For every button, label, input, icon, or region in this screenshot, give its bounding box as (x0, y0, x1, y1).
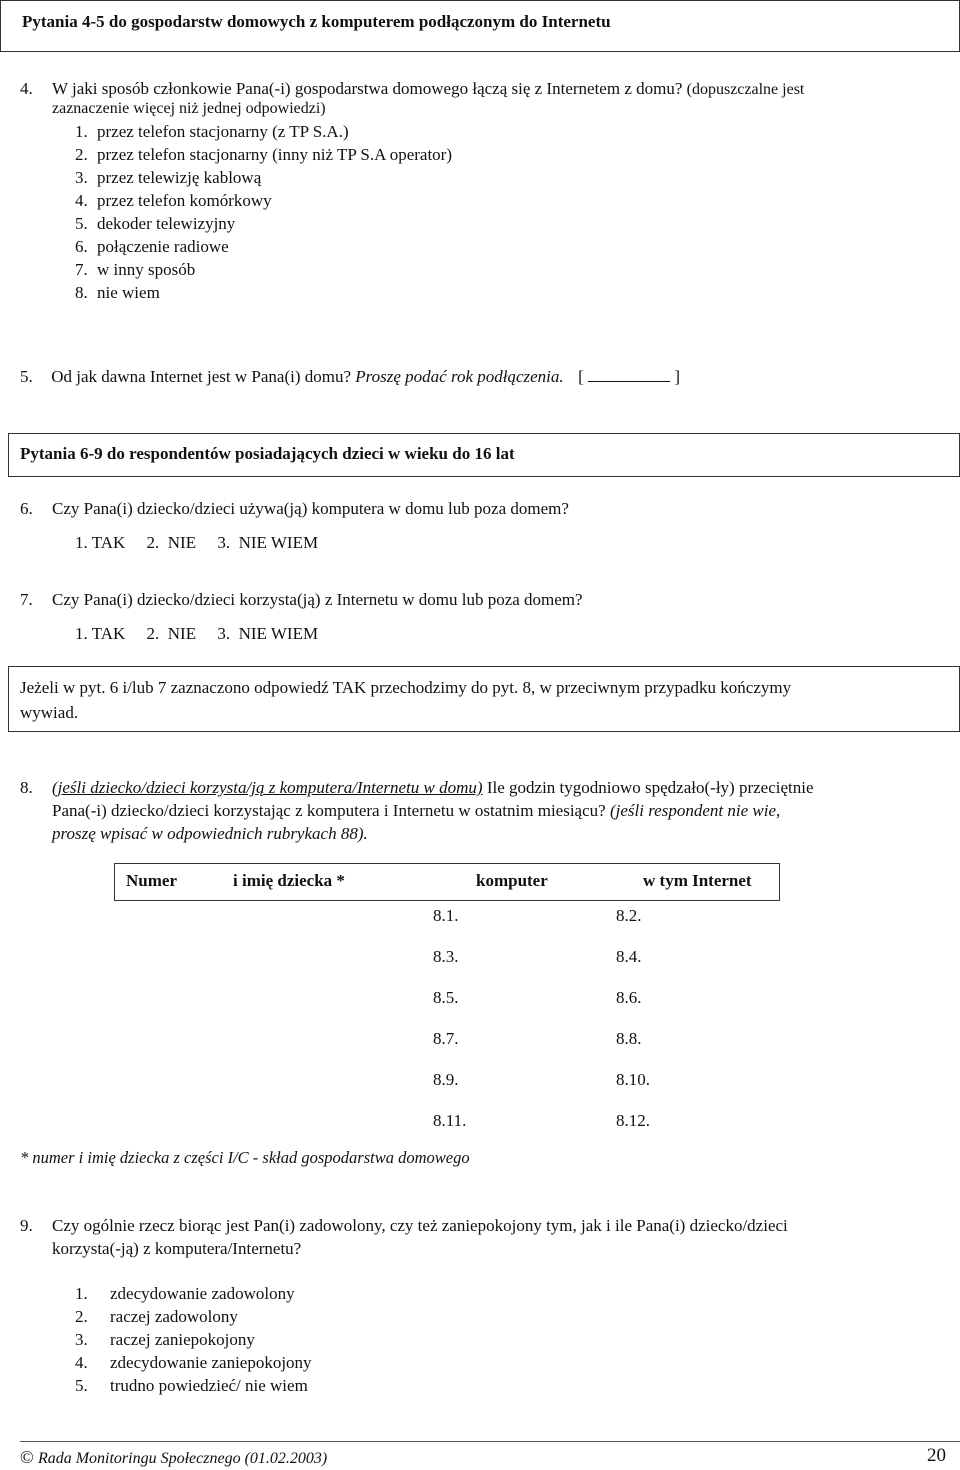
q4-note-l1: (dopuszczalne jest (686, 81, 805, 98)
q4-option-label: połączenie radiowe (97, 237, 229, 256)
table-footnote: * numer i imię dziecka z części I/C - skład gospodarstwa domowego (20, 1148, 470, 1167)
q4-option-number: 3. (75, 168, 88, 187)
q7-answers: 1. TAK 2. NIE 3. NIE WIEM (75, 624, 319, 643)
q9-option-number: 5. (75, 1376, 88, 1395)
q4-option-label: przez telewizję kablową (97, 168, 262, 187)
table-cell-internet: 8.8. (616, 1029, 642, 1048)
q9-number: 9. (20, 1216, 33, 1235)
q8-text-l2: Panа(-i) dziecko/dzieci korzystając z komputera i Internetu w ostatnim miesiącu? (52, 801, 606, 820)
q8-filter: (jeśli dziecko/dzieci korzysta/ją z komputera/Internetu w domu) (52, 778, 483, 797)
q7-number: 7. (20, 590, 33, 609)
q9-option-number: 4. (75, 1353, 88, 1372)
q4-number: 4. (20, 79, 33, 98)
q9-option-label: zdecydowanie zaniepokojony (110, 1353, 312, 1372)
table-header-name: i imię dziecka * (233, 871, 345, 890)
q9-option (75, 1353, 312, 1373)
q4-option-number: 8. (75, 283, 88, 302)
q4-option (75, 237, 229, 257)
q4-option (75, 122, 349, 142)
q4-option-label: przez telefon komórkowy (97, 191, 272, 210)
q4-option (75, 191, 272, 211)
q4-note-l2: zaznaczenie więcej niż jednej odpowiedzi) (52, 100, 326, 117)
table-cell-computer: 8.11. (433, 1111, 467, 1130)
footer-left (20, 1447, 327, 1468)
q8-number: 8. (20, 778, 33, 797)
q9-text-l2: korzysta(-ją) z komputera/Internetu? (52, 1239, 302, 1258)
q5-note: Proszę podać rok podłączenia. (355, 367, 564, 386)
q4-option (75, 168, 261, 188)
q5-close-bracket: ] (674, 367, 680, 386)
copyright-icon: © (20, 1447, 34, 1467)
q9-option-label: zdecydowanie zadowolony (110, 1284, 295, 1303)
table-cell-internet: 8.12. (616, 1111, 650, 1130)
table-cell-internet: 8.4. (616, 947, 642, 966)
filter-line1: Jeżeli w pyt. 6 i/lub 7 zaznaczono odpowiedź TAK przechodzimy do pyt. 8, w przeciwnym przypadku kończymy (20, 678, 792, 697)
q9-option-number: 1. (75, 1284, 88, 1303)
q8-line2 (52, 801, 780, 821)
q4-option-number: 1. (75, 122, 88, 141)
q4-option-label: nie wiem (97, 283, 160, 302)
q4-option-number: 5. (75, 214, 88, 233)
q5-open-bracket: [ (578, 367, 584, 386)
filter-box (8, 666, 960, 732)
q7-question: Czy Pana(i) dziecko/dzieci korzysta(ją) z Internetu w domu lub poza domem? (52, 590, 583, 609)
q9-option-number: 3. (75, 1330, 88, 1349)
q8-note-l3: proszę wpisać w odpowiednich rubrykach 88). (52, 824, 368, 843)
q9-option (75, 1307, 238, 1327)
table-cell-internet: 8.6. (616, 988, 642, 1007)
q4-option (75, 145, 452, 165)
footer-text: Rada Monitoringu Społecznego (01.02.2003) (37, 1450, 328, 1467)
q4-option (75, 214, 235, 234)
q9-option-label: raczej zaniepokojony (110, 1330, 255, 1349)
q9-text-l1: Czy ogólnie rzecz biorąc jest Pan(i) zadowolony, czy też zaniepokojony tym, jak i ile Pana(i) dziecko/dzieci (52, 1216, 788, 1235)
q9-option-number: 2. (75, 1307, 88, 1326)
q4-option-number: 7. (75, 260, 88, 279)
q4-option (75, 283, 160, 303)
q6-number: 6. (20, 499, 33, 518)
filter-line2: wywiad. (20, 703, 79, 722)
q4-option-number: 6. (75, 237, 88, 256)
table-cell-computer: 8.7. (433, 1029, 459, 1048)
q6-answers: 1. TAK 2. NIE 3. NIE WIEM (75, 533, 319, 552)
q4-option-label: przez telefon stacjonarny (inny niż TP S.A operator) (97, 145, 452, 164)
table-cell-computer: 8.3. (433, 947, 459, 966)
table-cell-computer: 8.5. (433, 988, 459, 1007)
table-cell-computer: 8.9. (433, 1070, 459, 1089)
q4-option-number: 2. (75, 145, 88, 164)
q4-option (75, 260, 195, 280)
q9-option-label: trudno powiedzieć/ nie wiem (110, 1376, 308, 1395)
q5-line (20, 367, 680, 387)
page-number: 20 (927, 1445, 946, 1466)
table-header-internet: w tym Internet (643, 871, 752, 890)
q5-question: Od jak dawna Internet jest w Pana(i) domu? (51, 367, 352, 386)
q9-option (75, 1284, 295, 1304)
q8-line1 (52, 778, 814, 798)
q5-number: 5. (20, 367, 33, 386)
q8-text-l1: Ile godzin tygodniowo spędzało(-ły) przeciętnie (486, 778, 814, 797)
q6-question: Czy Pana(i) dziecko/dzieci używa(ją) komputera w domu lub poza domem? (52, 499, 569, 518)
q4-option-number: 4. (75, 191, 88, 210)
q4-question: W jaki sposób członkowie Pana(-i) gospodarstwa domowego łączą się z Internetem z domu? (52, 79, 683, 98)
q9-option (75, 1376, 308, 1396)
q4-option-label: w inny sposób (97, 260, 196, 279)
q9-option (75, 1330, 255, 1350)
table-cell-computer: 8.1. (433, 906, 459, 925)
table-cell-internet: 8.2. (616, 906, 642, 925)
q5-year-field[interactable] (588, 367, 670, 382)
table-cell-internet: 8.10. (616, 1070, 650, 1089)
q4-option-label: przez telefon stacjonarny (z TP S.A.) (97, 122, 349, 141)
q8-note-l2: (jeśli respondent nie wie, (609, 801, 781, 820)
section-title: Pytania 6-9 do respondentów posiadających dzieci w wieku do 16 lat (20, 444, 515, 463)
table-header-computer: komputer (476, 871, 548, 890)
q4-text (52, 79, 804, 99)
q9-option-label: raczej zadowolony (110, 1307, 238, 1326)
footer-rule (20, 1441, 960, 1442)
table-header-number: Numer (126, 871, 177, 890)
q4-option-label: dekoder telewizyjny (97, 214, 236, 233)
header-title: Pytania 4-5 do gospodarstw domowych z komputerem podłączonym do Internetu (22, 12, 611, 31)
